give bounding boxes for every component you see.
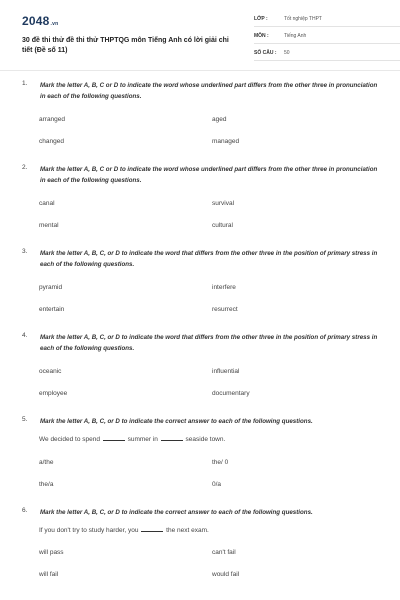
question-instruction: Mark the letter A, B, C, or D to indicate the correct answer to each of the following questions. <box>40 418 313 425</box>
option-d[interactable]: would fail <box>212 571 240 578</box>
logo-text: 2048 <box>22 14 50 28</box>
question-instruction: Mark the letter A, B, C or D to indicate the word whose underlined part differs from the other three in pronunciation in each of the following questions. <box>40 82 378 100</box>
question-number: 4. <box>22 332 28 339</box>
sentence-part: seaside town. <box>185 436 226 443</box>
logo-suffix: .vn <box>50 21 59 27</box>
option-c[interactable]: entertain <box>39 306 65 313</box>
site-logo[interactable] <box>22 14 58 28</box>
option-a[interactable]: a/the <box>39 459 54 466</box>
option-c[interactable]: changed <box>39 138 64 145</box>
meta-key: MÔN : <box>254 33 269 39</box>
answer-blank <box>141 526 163 532</box>
sentence-part: summer in <box>127 436 158 443</box>
option-d[interactable]: documentary <box>212 390 250 397</box>
option-b[interactable]: can't fail <box>212 549 236 556</box>
question-instruction: Mark the letter A, B, C or D to indicate the word whose underlined part differs from the other three in pronunciation in each of the following questions. <box>40 166 378 184</box>
option-b[interactable]: aged <box>212 116 227 123</box>
option-b[interactable]: survival <box>212 200 235 207</box>
question-sentence <box>39 435 225 443</box>
option-a[interactable]: will pass <box>39 549 64 556</box>
question-instruction: Mark the letter A, B, C, or D to indicate the word that differs from the other three in the position of primary stress in each of the following questions. <box>40 250 378 268</box>
option-a[interactable]: arranged <box>39 116 66 123</box>
option-b[interactable]: the/ 0 <box>212 459 229 466</box>
option-d[interactable]: resurrect <box>212 306 238 313</box>
meta-row-count <box>254 48 400 61</box>
option-b[interactable]: interfere <box>212 284 236 291</box>
option-c[interactable]: mental <box>39 222 59 229</box>
meta-row-subject <box>254 31 400 44</box>
question-number: 1. <box>22 80 28 87</box>
document-header <box>22 12 378 64</box>
option-d[interactable]: managed <box>212 138 240 145</box>
document-title: 30 đề thi thử đề thi thử THPTQG môn Tiếng Anh có lời giải chi tiết (Đề số 11) <box>22 37 229 54</box>
option-a[interactable]: pyramid <box>39 284 63 291</box>
sentence-part: If you don't try to study harder, you <box>39 527 139 534</box>
option-c[interactable]: the/a <box>39 481 54 488</box>
question-sentence <box>39 526 209 534</box>
meta-key: LỚP : <box>254 16 268 22</box>
option-a[interactable]: canal <box>39 200 55 207</box>
sentence-part: We decided to spend <box>39 436 100 443</box>
question-instruction: Mark the letter A, B, C, or D to indicate the correct answer to each of the following questions. <box>40 509 313 516</box>
option-a[interactable]: oceanic <box>39 368 62 375</box>
question-number: 5. <box>22 416 28 423</box>
option-d[interactable]: cultural <box>212 222 233 229</box>
answer-blank <box>161 435 183 441</box>
answer-blank <box>103 435 125 441</box>
meta-value: Tốt nghiệp THPT <box>284 16 322 22</box>
question-number: 6. <box>22 507 28 514</box>
question-number: 2. <box>22 164 28 171</box>
question-instruction: Mark the letter A, B, C, or D to indicate the word that differs from the other three in the position of primary stress in each of the following questions. <box>40 334 378 352</box>
meta-value: Tiếng Anh <box>284 33 307 39</box>
option-d[interactable]: 0/a <box>212 481 222 488</box>
document-meta <box>254 14 400 65</box>
option-b[interactable]: influential <box>212 368 240 375</box>
question-number: 3. <box>22 248 28 255</box>
option-c[interactable]: will fail <box>39 571 59 578</box>
meta-value: 50 <box>284 50 290 56</box>
header-divider <box>0 70 400 71</box>
meta-key: SỐ CÂU : <box>254 50 277 56</box>
sentence-part: the next exam. <box>166 527 209 534</box>
option-c[interactable]: employee <box>39 390 68 397</box>
meta-row-class <box>254 14 400 27</box>
